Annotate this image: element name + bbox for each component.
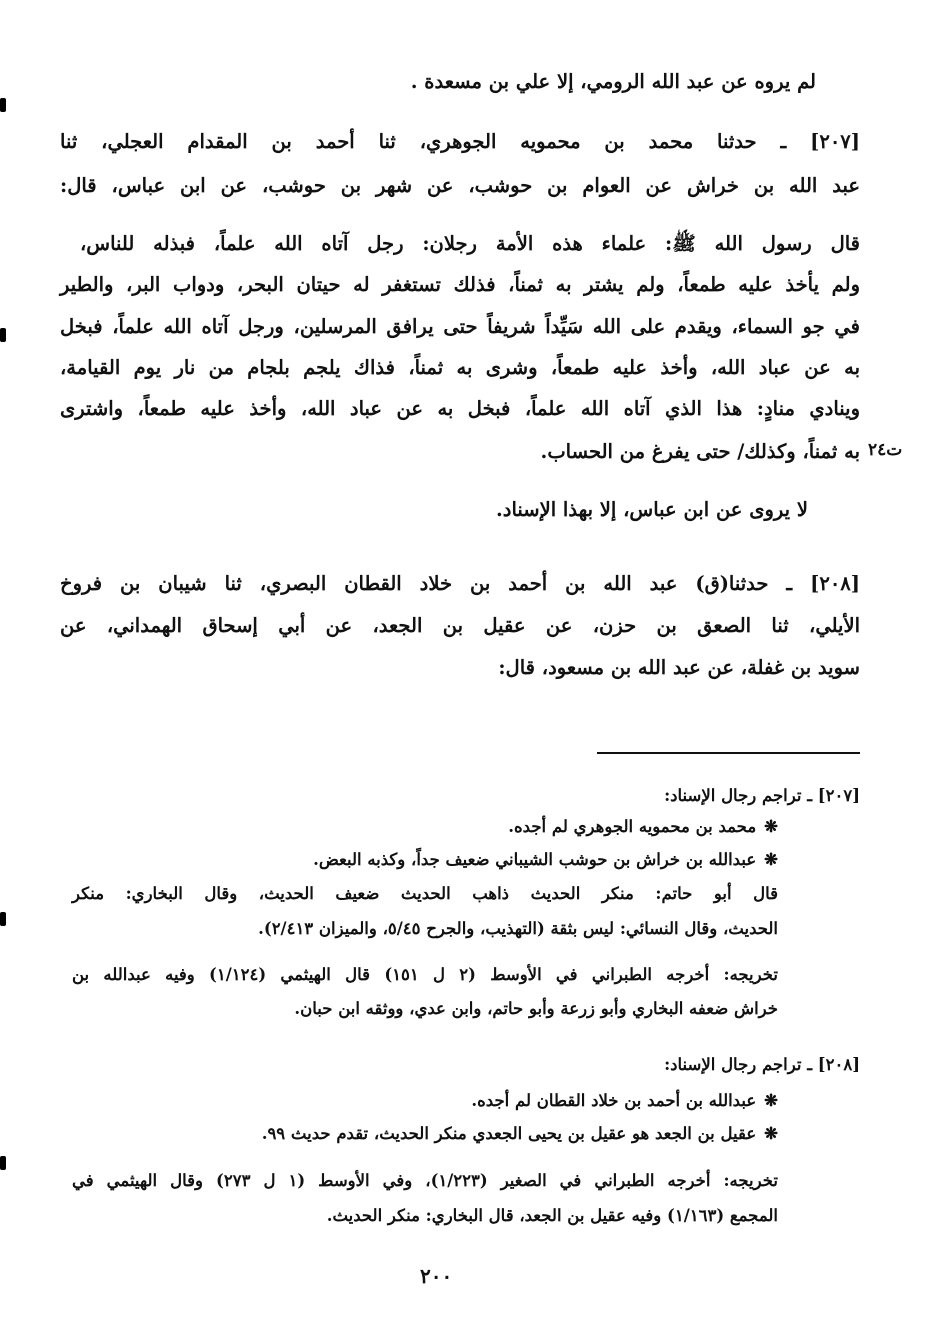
footnote-heading: [٢٠٧] ـ تراجم رجال الإسناد: (664, 786, 860, 805)
main-line: الأيلي، ثنا الصعق بن حزن، عن عقيل بن الجعد، عن أبي إسحاق الهمداني، عن (60, 614, 860, 637)
main-line: سويد بن غفلة، عن عبد الله بن مسعود، قال: (498, 656, 860, 679)
scan-edge-mark (0, 1156, 6, 1170)
hadith-208-line: [٢٠٨] ـ حدثنا(ق) عبد الله بن أحمد بن خلاد القطان البصري، ثنا شيبان بن فروخ (60, 572, 860, 595)
footnote-line: خراش ضعفه البخاري وأبو زرعة وأبو حاتم، وابن عدي، ووثقه ابن حبان. (294, 999, 778, 1018)
footnote-bullet-item (262, 1124, 778, 1143)
main-line: قال رسول الله ﷺ: علماء هذه الأمة رجلان: رجل آتاه الله علماً، فبذله للناس، (80, 232, 860, 255)
footnote-heading: [٢٠٨] ـ تراجم رجال الإسناد: (664, 1055, 860, 1074)
footnote-separator (597, 752, 860, 754)
footnote-text: محمد بن محمويه الجوهري لم أجده. (508, 817, 757, 836)
main-line: به عن عباد الله، وأخذ عليه طمعاً، وشرى به ثمناً، فذاك يلجم بلجام من نار يوم القيامة، (60, 356, 860, 379)
main-line: ولم يأخذ عليه طمعاً، ولم يشتر به ثمناً، فذلك تستغفر له حيتان البحر، ودواب البر، والطير (60, 273, 860, 296)
main-line: في جو السماء، ويقدم على الله سَيِّداً شريفاً حتى يرافق المرسلين، ورجل آتاه الله علماً، فبخل (60, 315, 860, 338)
scan-edge-mark (0, 328, 6, 342)
footnote-line: المجمع (١/١٦٣) وفيه عقيل بن الجعد، قال البخاري: منكر الحديث. (326, 1206, 778, 1225)
main-line: عبد الله بن خراش عن العوام بن حوشب، عن شهر بن حوشب، عن ابن عباس، قال: (60, 174, 860, 197)
footnote-bullet-item (508, 817, 778, 836)
main-line: به ثمناً، وكذلك/ حتى يفرغ من الحساب. (540, 440, 860, 463)
footnote-text: عقيل بن الجعد هو عقيل بن يحيى الجعدي منكر الحديث، تقدم حديث ٩٩. (261, 1124, 757, 1143)
footnote-bullet-item (313, 850, 778, 869)
scan-edge-mark (0, 912, 6, 926)
bullet-icon: ❋ (764, 850, 778, 869)
footnote-bullet-item (471, 1091, 778, 1110)
bullet-icon: ❋ (764, 1091, 778, 1110)
footnote-line: قال أبو حاتم: منكر الحديث ذاهب الحديث ضعيف الحديث، وقال البخاري: منكر (72, 884, 778, 903)
footnote-text: عبدالله بن خراش بن حوشب الشيباني ضعيف جداً، وكذبه البعض. (313, 850, 757, 869)
bullet-icon: ❋ (764, 817, 778, 836)
hadith-207-line: [٢٠٧] ـ حدثنا محمد بن محمويه الجوهري، ثنا أحمد بن المقدام العجلي، ثنا (60, 130, 860, 153)
margin-note: ت٢٤ (868, 440, 903, 460)
footnote-line: تخريجه: أخرجه الطبراني في الصغير (١/٢٢٣)، وفي الأوسط (١ ل ٢٧٣) وقال الهيثمي في (72, 1171, 778, 1190)
footnote-text: عبدالله بن أحمد بن خلاد القطان لم أجده. (471, 1091, 757, 1110)
main-line: لا يروى عن ابن عباس، إلا بهذا الإسناد. (495, 498, 808, 521)
scan-edge-mark (0, 98, 6, 112)
footnote-line: تخريجه: أخرجه الطبراني في الأوسط (٢ ل ١٥١) قال الهيثمي (١/١٢٤) وفيه عبدالله بن (72, 965, 778, 984)
footnote-line: الحديث، وقال النسائي: ليس بثقة (التهذيب، والجرح ٥/٤٥، والميزان ٢/٤١٣). (258, 919, 778, 938)
page-number: ٢٠٠ (420, 1264, 453, 1288)
main-line: لم يروه عن عبد الله الرومي، إلا علي بن مسعدة . (410, 70, 816, 93)
bullet-icon: ❋ (764, 1124, 778, 1143)
main-line: وينادي منادٍ: هذا الذي آتاه الله علماً، فبخل به عن عباد الله، وأخذ عليه طمعاً، واشترى (60, 397, 860, 420)
